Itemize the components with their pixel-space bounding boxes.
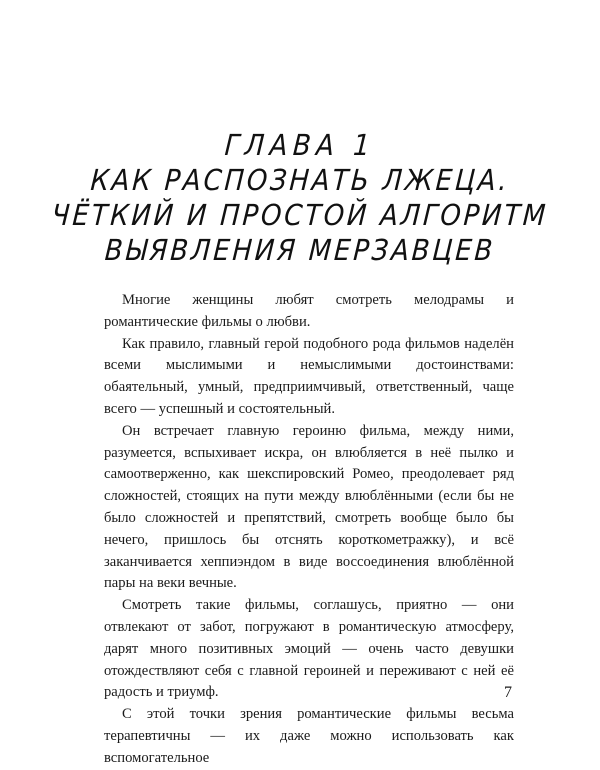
page-number: 7 [504, 684, 512, 701]
paragraph-5: С этой точки зрения романтические фильмы весьма терапевтичны — их даже можно использовать как вспомогательное [104, 706, 514, 766]
paragraph-2: Как правило, главный герой подобного рода фильмов наделён всеми мыслимыми и немыслимыми достоинствами: обаятельный, умный, предприимчивый, ответственный, чаще всего — успешный и состоятельный. [104, 335, 514, 417]
paragraph-1: Многие женщины любят смотреть мелодрамы и романтические фильмы о любви. [104, 292, 514, 330]
chapter-title-line-1: КАК РАСПОЗНАТЬ ЛЖЕЦА. [89, 163, 511, 197]
chapter-title-line-2: ЧЁТКИЙ И ПРОСТОЙ АЛГОРИТМ [50, 198, 550, 232]
chapter-heading [0, 128, 600, 268]
chapter-number: ГЛАВА 1 [223, 128, 377, 162]
paragraph-4: Смотреть такие фильмы, соглашусь, приятно — они отвлекают от забот, погружают в романтическую атмосферу, дарят много позитивных эмоций — очень часто девушки отождествляют себя с главной героиней и переживают с ней её радость и триумф. [104, 597, 514, 701]
paragraph-3: Он встречает главную героиню фильма, между ними, разумеется, вспыхивает искра, он влюбляется в неё пылко и самоотверженно, как шекспировский Ромео, преодолевает ряд сложностей, стоящих на пути между влюблёнными (если бы не было сложностей и препятствий, смотреть вообще было бы нечего, пришлось бы отснять короткометражку), и всё заканчивается хеппиэндом в виде воссоединения влюблённой пары на веки вечные. [104, 422, 514, 592]
chapter-title-line-3: ВЫЯВЛЕНИЯ МЕРЗАВЦЕВ [103, 233, 497, 267]
body-text [104, 290, 514, 770]
